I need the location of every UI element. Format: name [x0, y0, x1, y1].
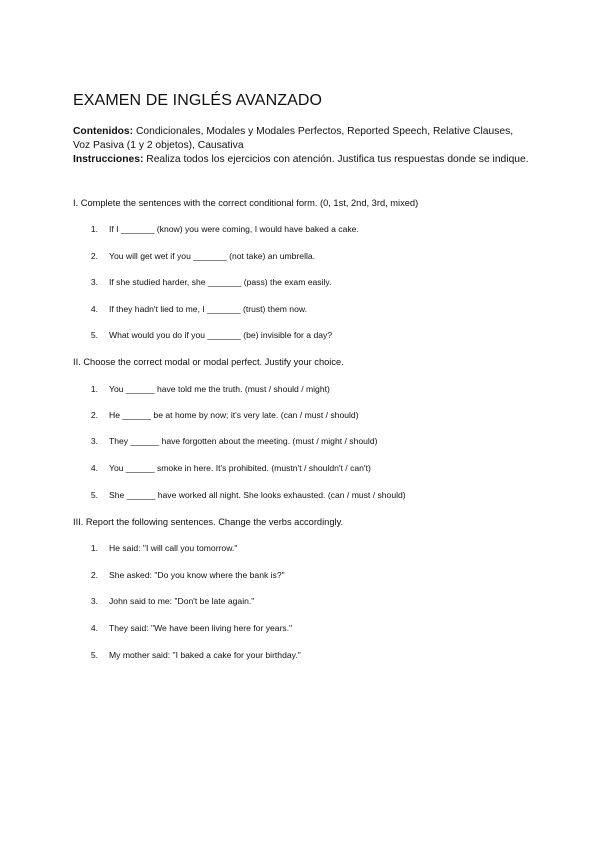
- contenidos-label: Contenidos:: [73, 126, 134, 137]
- item-text: What would you do if you _______ (be) invisible for a day?: [109, 330, 333, 340]
- item-text: She asked: "Do you know where the bank is?": [109, 570, 285, 580]
- item-number: 4.: [90, 304, 98, 314]
- item-number: 3.: [90, 277, 98, 287]
- item-number: 2.: [90, 410, 98, 420]
- item-number: 4.: [90, 463, 98, 473]
- item-number: 2.: [90, 251, 98, 261]
- item-text: He ______ be at home by now; it's very late. (can / must / should): [109, 410, 359, 420]
- item-number: 2.: [90, 570, 98, 580]
- item-text: You ______ smoke in here. It's prohibited. (mustn't / shouldn't / can't): [109, 463, 371, 473]
- item-number: 3.: [90, 596, 98, 606]
- item-text: They ______ have forgotten about the meeting. (must / might / should): [109, 436, 378, 446]
- instrucciones-text: Realiza todos los ejercicios con atención. Justifica tus respuestas donde se indique.: [146, 154, 529, 165]
- item-text: They said: "We have been living here for years.": [109, 623, 293, 633]
- item-number: 5.: [90, 650, 98, 660]
- item-text: John said to me: "Don't be late again.": [109, 596, 255, 606]
- item-text: If she studied harder, she _______ (pass) the exam easily.: [109, 277, 332, 287]
- contenidos-paragraph: [73, 125, 533, 153]
- item-text: If they hadn't lied to me, I _______ (trust) them now.: [109, 304, 307, 314]
- item-number: 1.: [90, 384, 98, 394]
- page-title: EXAMEN DE INGLÉS AVANZADO: [73, 92, 323, 109]
- item-text: My mother said: "I baked a cake for your birthday.": [109, 650, 301, 660]
- instrucciones-label: Instrucciones:: [73, 154, 144, 165]
- item-number: 1.: [90, 224, 98, 234]
- instrucciones-paragraph: [73, 153, 533, 167]
- section-2-heading: II. Choose the correct modal or modal perfect. Justify your choice.: [73, 357, 344, 367]
- contenidos-text: Condicionales, Modales y Modales Perfectos, Reported Speech, Relative Clauses, Voz Pasiva (1 y 2 objetos), Causativa: [73, 126, 514, 151]
- section-3-heading: III. Report the following sentences. Change the verbs accordingly.: [73, 517, 344, 527]
- section-1-heading: I. Complete the sentences with the correct conditional form. (0, 1st, 2nd, 3rd, mixed): [73, 198, 419, 208]
- item-number: 4.: [90, 623, 98, 633]
- item-text: She ______ have worked all night. She looks exhausted. (can / must / should): [109, 490, 406, 500]
- item-number: 1.: [90, 543, 98, 553]
- item-text: You will get wet if you _______ (not take) an umbrella.: [109, 251, 316, 261]
- item-text: If I _______ (know) you were coming, I would have baked a cake.: [109, 224, 359, 234]
- item-text: He said: "I will call you tomorrow.": [109, 543, 238, 553]
- item-number: 5.: [90, 490, 98, 500]
- item-text: You ______ have told me the truth. (must / should / might): [109, 384, 330, 394]
- item-number: 5.: [90, 330, 98, 340]
- item-number: 3.: [90, 436, 98, 446]
